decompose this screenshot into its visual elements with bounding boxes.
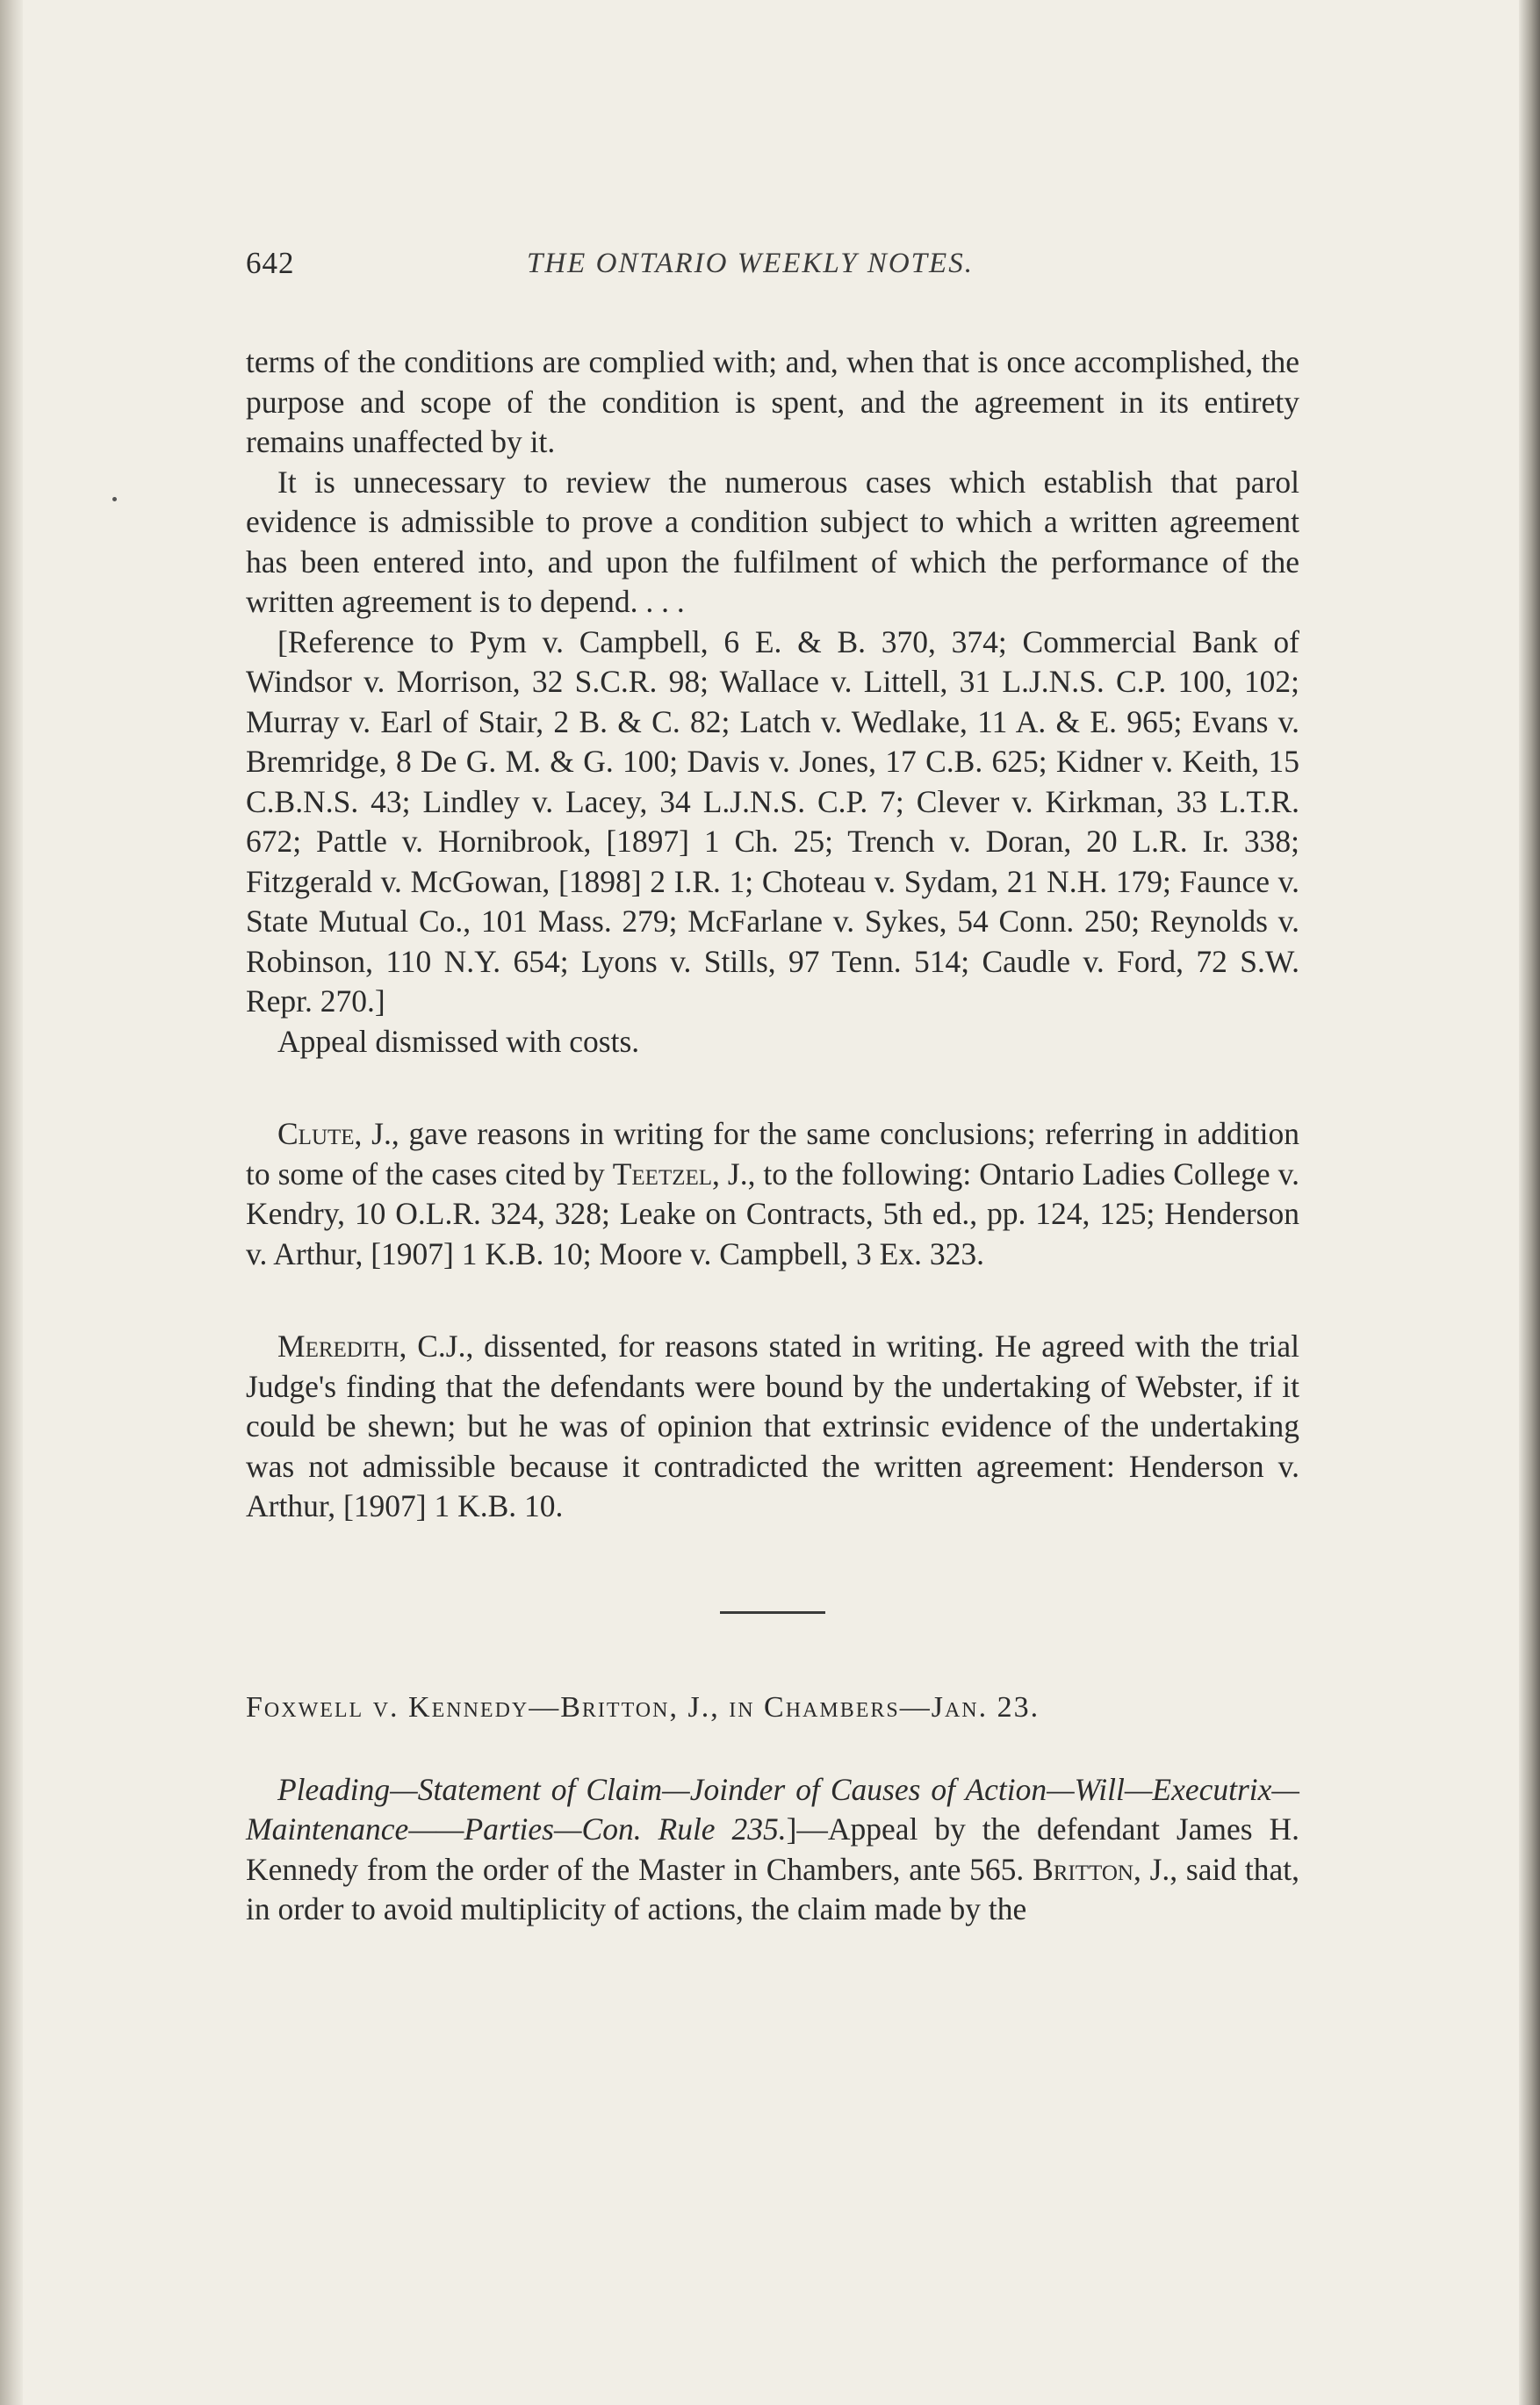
- headnote-text-b: , said that, in order to avoid multiplicity of actions, the claim made by the: [246, 1851, 1299, 1926]
- judge-name-teetzel: Teetzel, J.: [612, 1156, 748, 1192]
- paragraph-condition-spent: terms of the conditions are complied with; and, when that is once accomplished, the purpose and scope of the condition is spent, and the agreement in its entirety remains unaffected by it.: [246, 344, 1299, 459]
- margin-mark: [112, 497, 117, 501]
- case-heading: Foxwell v. Kennedy—Britton, J., in Chambers—Jan. 23.: [246, 1690, 1040, 1724]
- headnote-catchwords: Pleading—Statement of Claim—Joinder of Causes of Action—Will—Executrix—Maintenance——Parties—Con. Rule 235.: [246, 1771, 1299, 1847]
- paragraph-appeal-dismissed: Appeal dismissed with costs.: [277, 1023, 640, 1059]
- headnote-text-a: ]—Appeal by the defendant James H. Kennedy from the order of the Master in Chambers, ante 565.: [246, 1811, 1299, 1887]
- clute-text-b: , to the following: Ontario Ladies College v. Kendry, 10 O.L.R. 324, 328; Leake on Contracts, 5th ed., pp. 124, 125; Henderson v. Arthur, [1907] 1 K.B. 10; Moore v. Campbell, 3 Ex. 323.: [246, 1156, 1299, 1271]
- case-headnote: [246, 1770, 1299, 1930]
- paragraph-meredith-dissent: [246, 1327, 1299, 1527]
- judge-name-meredith: Meredith, C.J.: [277, 1329, 466, 1364]
- page-number: 642: [246, 246, 295, 280]
- judge-name-britton: Britton, J.: [1033, 1851, 1170, 1887]
- paragraph-references: [Reference to Pym v. Campbell, 6 E. & B. 370, 374; Commercial Bank of Windsor v. Morrison, 32 S.C.R. 98; Wallace v. Littell, 31 L.J.N.S. C.P. 100, 102; Murray v. Earl of Stair, 2 B. & C. 82; Latch v. Wedlake, 11 A. & E. 965; Evans v. Bremridge, 8 De G. M. & G. 100; Davis v. Jones, 17 C.B. 625; Kidner v. Keith, 15 C.B.N.S. 43; Lindley v. Lacey, 34 L.J.N.S. C.P. 7; Clever v. Kirkman, 33 L.T.R. 672; Pattle v. Hornibrook, [1897] 1 Ch. 25; Trench v. Doran, 20 L.R. Ir. 338; Fitzgerald v. McGowan, [1898] 2 I.R. 1; Choteau v. Sydam, 21 N.H. 179; Faunce v. State Mutual Co., 101 Mass. 279; McFarlane v. Sykes, 54 Conn. 250; Reynolds v. Robinson, 110 N.Y. 654; Lyons v. Stills, 97 Tenn. 514; Caudle v. Ford, 72 S.W. Repr. 270.]: [246, 623, 1299, 1019]
- binding-shadow-left: [0, 0, 23, 2405]
- meredith-text: , dissented, for reasons stated in writing. He agreed with the trial Judge's finding that the defendants were bound by the undertaking of Webster, if it could be shewn; but he was of opinion that extrinsic evidence of the undertaking was not admissible because it contradicted the written agreement: Henderson v. Arthur, [1907] 1 K.B. 10.: [246, 1329, 1299, 1523]
- journal-title: THE ONTARIO WEEKLY NOTES.: [527, 248, 974, 279]
- paragraph-parol-evidence: It is unnecessary to review the numerous cases which establish that parol evidence is admissible to prove a condition subject to which a written agreement has been entered into, and upon the fulfilment of which the performance of the written agreement is to depend. . . .: [246, 464, 1299, 619]
- section-divider: [720, 1611, 825, 1614]
- clute-text-a: , gave reasons in writing for the same conclusions; referring in addition to some of the cases cited by: [246, 1116, 1299, 1192]
- body-text: [246, 342, 1299, 1930]
- judge-name-clute: Clute, J.: [277, 1116, 392, 1151]
- binding-shadow-right: [1519, 0, 1540, 2405]
- running-head: [246, 220, 1299, 280]
- page: [246, 220, 1299, 1930]
- paragraph-clute-reasons: [246, 1114, 1299, 1274]
